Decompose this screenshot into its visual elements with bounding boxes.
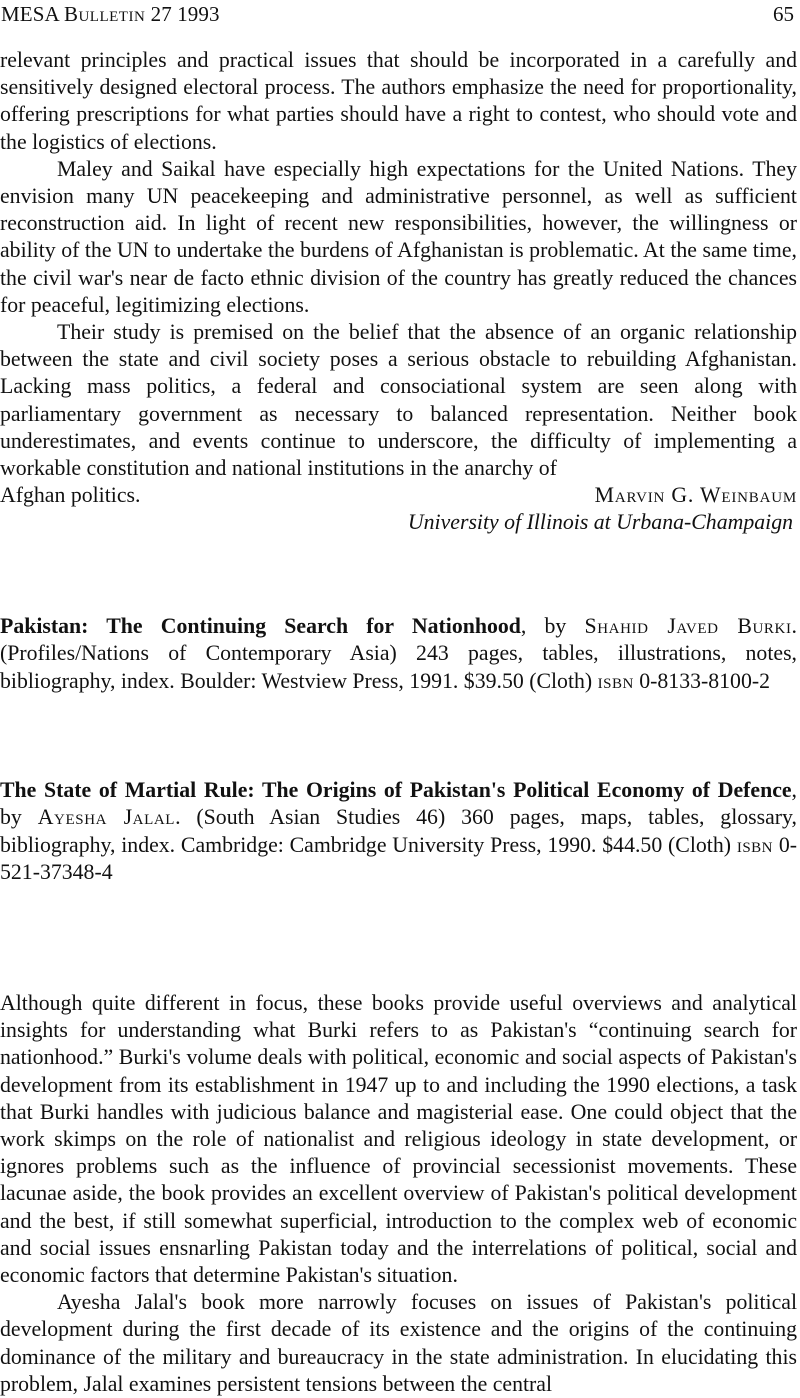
page-header [0, 0, 800, 30]
book-title: The State of Martial Rule: The Origins of Pakistan's Political Economy of Defence [0, 778, 792, 802]
isbn-label: isbn [736, 832, 774, 857]
isbn-label: isbn [597, 668, 634, 693]
book-details: . (Profiles/Nations of Contemporary Asia) 243 pages, tables, illustrations, notes, bibliography, index. Boulder: Westview Press, 1991. $39.50 (Cloth) [0, 614, 797, 693]
journal-name-part-1: MESA [1, 2, 59, 26]
book-title: Pakistan: The Continuing Search for Nationhood [0, 614, 521, 638]
book-details: . (South Asian Studies 46) 360 pages, maps, tables, glossary, bibliography, index. Cambridge: Cambridge University Press, 1990. $44.50 (Cloth) [0, 805, 797, 857]
book-by: , by [0, 778, 797, 830]
reviewer-name: Marvin G. Weinbaum [594, 483, 797, 508]
review-closing-text: Afghan politics. [0, 483, 141, 508]
page-number: 65 [773, 2, 794, 26]
volume-year: 27 1993 [150, 2, 220, 26]
book-author: Shahid Javed Burki [584, 614, 792, 638]
isbn-number: 0-8133-8100-2 [639, 668, 771, 693]
journal-name-part-2: Bulletin [63, 2, 146, 26]
reviewer-affiliation: University of Illinois at Urbana-Champaign [407, 510, 793, 535]
review-paragraph: Although quite different in focus, these books provide useful overviews and analytical insights for understanding what Burki refers to as Pakistan's “continuing search for nationhood.” Burki's volume deals with political, economic and social aspects of Pakistan's development from its establishment in 1947 up to and including the 1990 elections, a task that Burki handles with judicious balance and magisterial ease. One could object that the work skimps on the role of nationalist and religious ideology in state development, or ignores problems such as the influence of provincial secessionist movements. These lacunae aside, the book provides an excellent overview of Pakistan's political development and the best, if still somewhat superficial, introduction to the complex web of economic and social issues ensnarling Pakistan today and the interrelations of political, social and economic factors that determine Pakistan's situation. [0, 991, 797, 1288]
running-head [1, 2, 220, 26]
review-paragraph: Their study is premised on the belief that the absence of an organic relationship between the state and civil society poses a serious obstacle to rebuilding Afghanistan. Lacking mass politics, a federal and consociational system are seen along with parliamentary government as necessary to balanced representation. Neither book underestimates, and events continue to underscore, the difficulty of implementing a workable constitution and national institutions in the anarchy of [0, 320, 797, 481]
book-by: , by [520, 614, 567, 638]
isbn-number: 0-521-37348-4 [0, 832, 798, 885]
review-paragraph: relevant principles and practical issues that should be incorporated in a carefully and sensitively designed electoral process. The authors emphasize the need for proportionality, offering prescriptions for what parties should have a right to contest, who should vote and the logistics of elections. [0, 48, 797, 154]
book-citation [0, 777, 797, 887]
book-citation [0, 613, 797, 695]
review-continuation [0, 47, 797, 537]
book-author: Ayesha Jalal [37, 805, 176, 830]
review-body [0, 990, 797, 1398]
review-paragraph: Maley and Saikal have especially high expectations for the United Nations. They envision many UN peacekeeping and administrative personnel, as well as sufficient reconstruction aid. In light of recent new responsibilities, however, the willingness or ability of the UN to undertake the burdens of Afghanistan is problematic. At the same time, the civil war's near de facto ethnic division of the country has greatly reduced the chances for peaceful, legitimizing elections. [0, 156, 797, 317]
reviewer-signature-line [0, 482, 797, 509]
review-paragraph: Ayesha Jalal's book more narrowly focuses on issues of Pakistan's political development during the first decade of its existence and the origins of the continuing dominance of the military and bureaucracy in the state administration. In elucidating this problem, Jalal examines persistent tensions between the central [0, 1290, 797, 1396]
